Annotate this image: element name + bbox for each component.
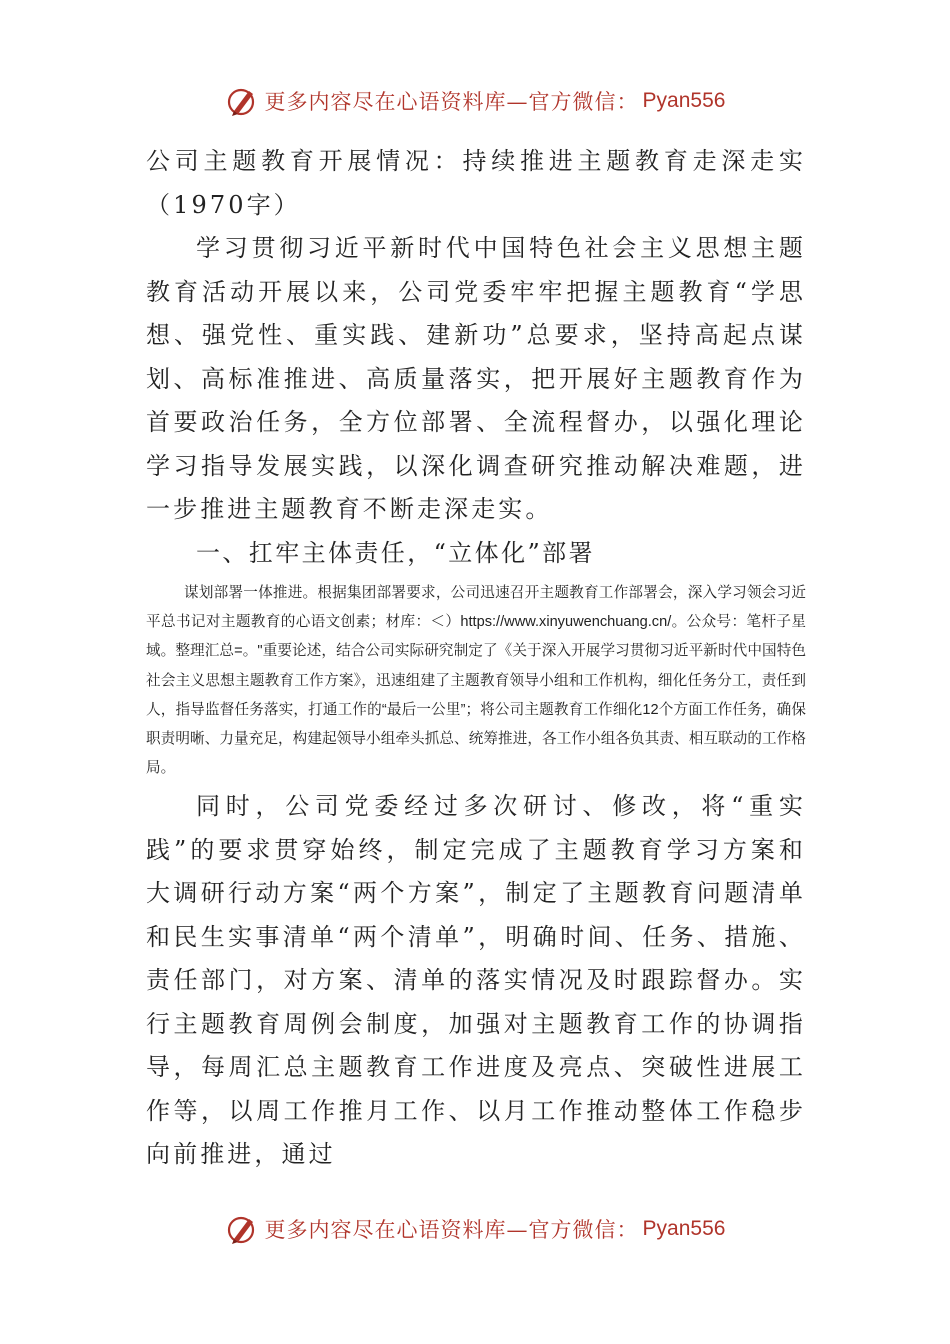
body-paragraph: 同时，公司党委经过多次研讨、修改，将“重实践”的要求贯穿始终，制定完成了主题教育学习方案和大调研行动方案“两个方案”，制定了主题教育问题清单和民生实事清单“两个清单”，明确时间、任务、措施、责任部门，对方案、清单的落实情况及时跟踪督办。实行主题教育周例会制度，加强对主题教育工作的协调指导，每周汇总主题教育工作进度及亮点、突破性进展工作等，以周工作推月工作、以月工作推动整体工作稳步向前推进，通过	[146, 792, 806, 1169]
watermark-footer	[0, 1212, 950, 1246]
section-heading: 一、扛牢主体责任，“立体化”部署	[196, 538, 595, 567]
watermark-handle: Pyan556	[642, 89, 726, 112]
watermark-text: 更多内容尽在心语资料库—官方微信：	[264, 90, 639, 114]
watermark-text: 更多内容尽在心语资料库—官方微信：	[264, 1218, 639, 1242]
watermark-handle: Pyan556	[642, 1217, 726, 1240]
pen-logo-icon	[225, 84, 259, 118]
watermark-header	[0, 84, 950, 118]
intro-paragraph: 学习贯彻习近平新时代中国特色社会主义思想主题教育活动开展以来，公司党委牢牢把握主题教育“学思想、强党性、重实践、建新功”总要求，坚持高起点谋划、高标准推进、高质量落实，把开展好主题教育作为首要政治任务，全方位部署、全流程督办，以强化理论学习指导发展实践，以深化调查研究推动解决难题，进一步推进主题教育不断走深走实。	[146, 234, 806, 523]
document-title: 公司主题教育开展情况：持续推进主题教育走深走实（1970字）	[146, 147, 806, 219]
document-body	[146, 140, 806, 1177]
small-paragraph: 谋划部署一体推进。根据集团部署要求，公司迅速召开主题教育工作部署会，深入学习领会习近平总书记对主题教育的心语文创素；材库：＜）https://www.xinyuwenchuang.cn/。公众号：笔杆子星域。整理汇总=。"重要论述，结合公司实际研究制定了《关于深入开展学习贯彻习近平新时代中国特色社会主义思想主题教育工作方案》，迅速组建了主题教育领导小组和工作机构，细化任务分工，责任到人，指导监督任务落实，打通工作的“最后一公里”；将公司主题教育工作细化12个方面工作任务，确保职责明晰、力量充足，构建起领导小组牵头抓总、统筹推进，各工作小组各负其责、相互联动的工作格局。	[146, 585, 806, 777]
pen-logo-icon	[225, 1212, 259, 1246]
